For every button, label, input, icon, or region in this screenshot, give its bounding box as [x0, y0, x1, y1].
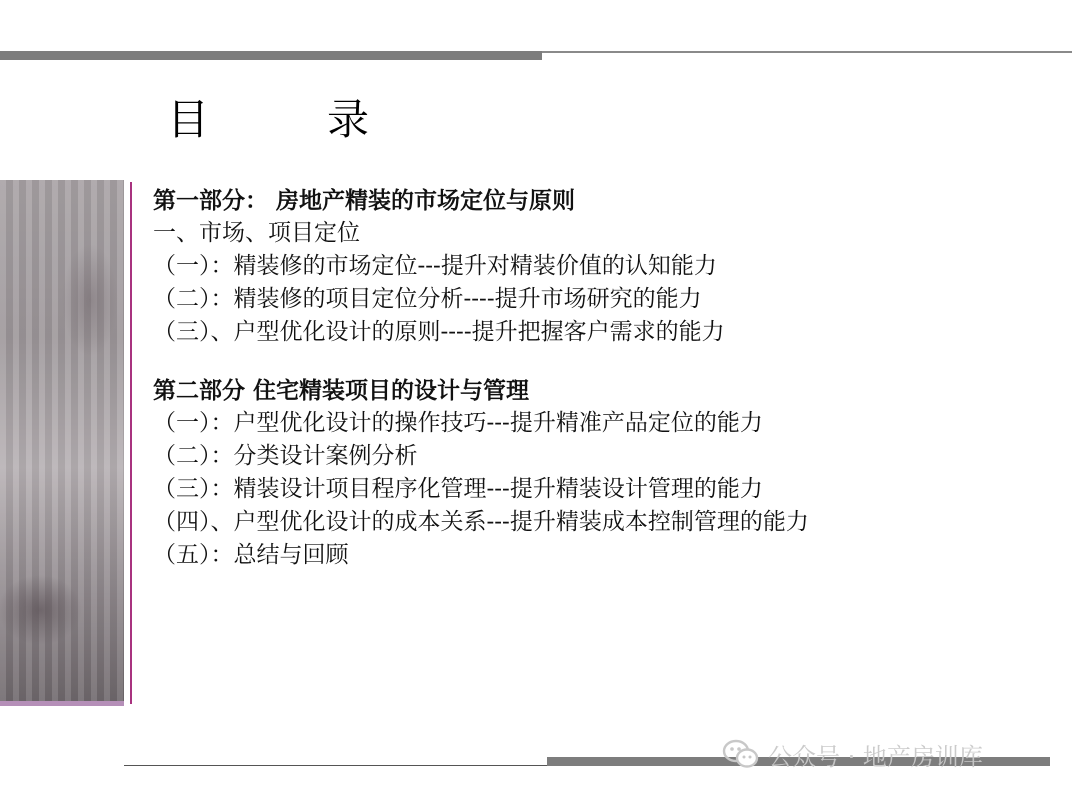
toc-item: （三）、户型优化设计的原则----提升把握客户需求的能力 — [153, 319, 725, 345]
toc-item: （二）：分类设计案例分析 — [153, 443, 418, 469]
toc-item: （五）：总结与回顾 — [153, 542, 349, 568]
toc-item: （一）：户型优化设计的操作技巧---提升精准产品定位的能力 — [153, 410, 763, 436]
watermark — [722, 734, 983, 774]
toc-item: （三）：精装设计项目程序化管理---提升精装设计管理的能力 — [153, 476, 763, 502]
toc-item: 一、市场、项目定位 — [153, 220, 360, 246]
watermark-text: 公众号 · 地产房训库 — [768, 742, 983, 771]
page-title — [167, 94, 369, 146]
top-decor-bar — [0, 51, 542, 60]
toc-content — [153, 184, 1053, 572]
top-decor-line — [542, 51, 1072, 53]
toc-item: （四）、户型优化设计的成本关系---提升精装成本控制管理的能力 — [153, 509, 809, 535]
toc-item: （二）：精装修的项目定位分析----提升市场研究的能力 — [153, 286, 702, 312]
title-char-2: 录 — [327, 95, 370, 144]
toc-item: （一）：精装修的市场定位---提升对精装价值的认知能力 — [153, 253, 717, 279]
image-shadow — [0, 701, 124, 706]
decorative-curtain-image — [0, 180, 124, 703]
wechat-icon — [722, 738, 760, 770]
title-char-1: 目 — [167, 95, 210, 144]
accent-divider — [130, 182, 132, 704]
section-heading: 第一部分： 房地产精装的市场定位与原则 — [153, 187, 576, 214]
section-heading: 第二部分 住宅精装项目的设计与管理 — [153, 377, 530, 404]
bottom-decor-line — [124, 765, 547, 766]
